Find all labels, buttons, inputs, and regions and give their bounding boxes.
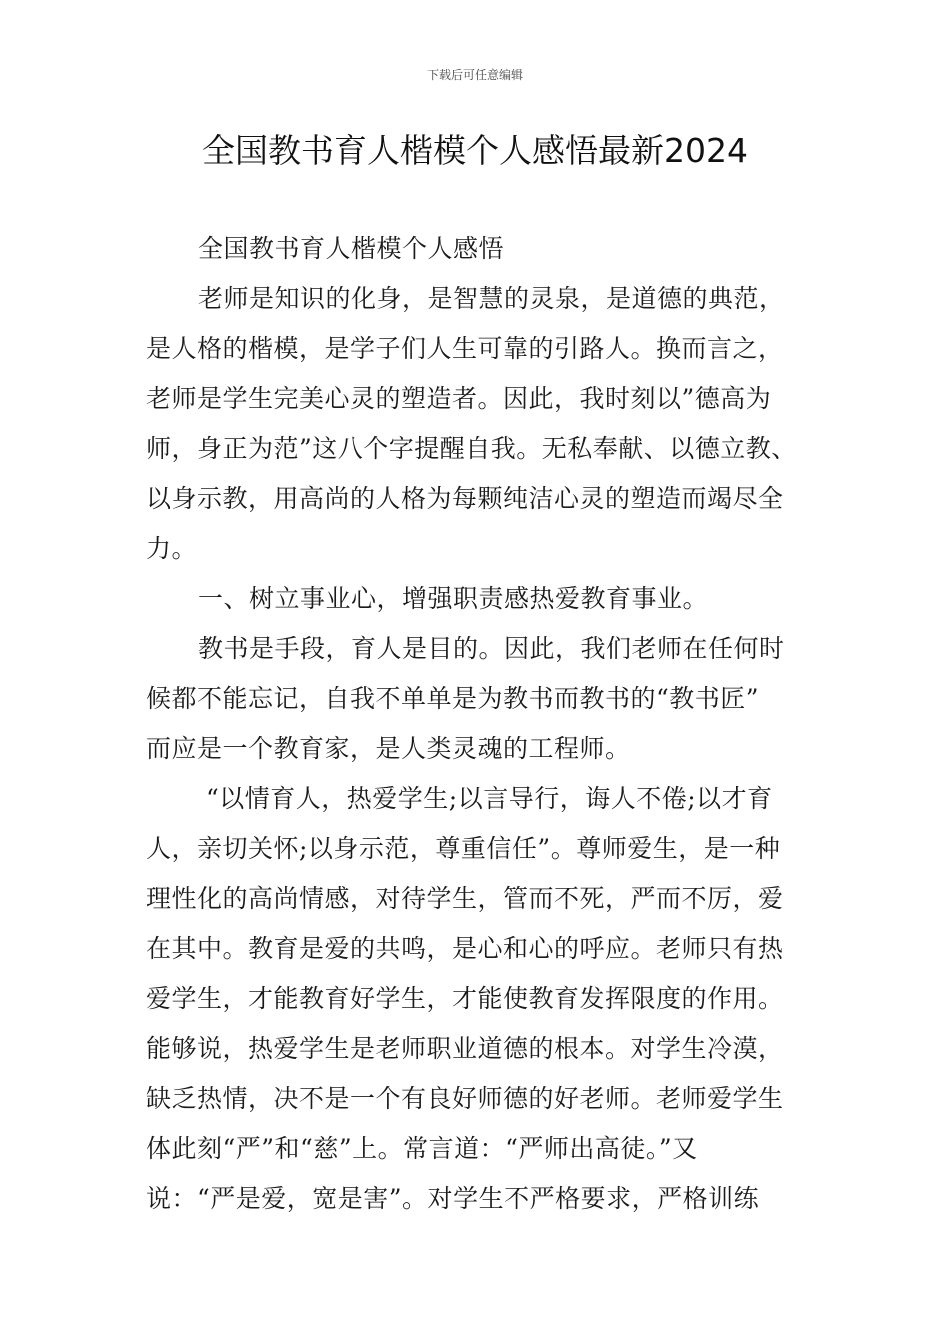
paragraph-line: 老师是学生完美心灵的塑造者。因此，我时刻以”德高为 [146,384,772,413]
paragraph-line: 能够说，热爱学生是老师职业道德的根本。对学生冷漠， [146,1034,784,1063]
document-body [146,224,826,1224]
paragraph-line: 教书是手段，育人是目的。因此，我们老师在任何时 [198,634,785,663]
paragraph-line: 理性化的高尚情感，对待学生，管而不死，严而不厉，爱 [146,884,784,913]
paragraph-line: 老师是知识的化身，是智慧的灵泉，是道德的典范， [198,284,785,313]
paragraph-line: 以身示教，用高尚的人格为每颗纯洁心灵的塑造而竭尽全 [146,484,784,513]
paragraph-line: 而应是一个教育家，是人类灵魂的工程师。 [146,734,631,763]
paragraph-line: 人，亲切关怀;以身示范，尊重信任”。尊师爱生，是一种 [146,834,781,863]
section-heading: 一、树立事业心，增强职责感热爱教育事业。 [198,584,709,613]
header-note: 下载后可任意编辑 [426,68,523,82]
paragraph-line: 缺乏热情，决不是一个有良好师德的好老师。老师爱学生 [146,1084,784,1113]
paragraph-line: 师，身正为范”这八个字提醒自我。无私奉献、以德立教、 [146,434,797,463]
paragraph-line: 在其中。教育是爱的共鸣，是心和心的呼应。老师只有热 [146,934,784,963]
paragraph-line: 力。 [146,534,198,563]
section-subtitle: 全国教书育人楷模个人感悟 [198,234,505,263]
document-title: 全国教书育人楷模个人感悟最新2024 [202,131,748,170]
paragraph-line: 说：“严是爱，宽是害”。对学生不严格要求，严格训练 [146,1184,760,1213]
paragraph-line: 爱学生，才能教育好学生，才能使教育发挥限度的作用。 [146,984,784,1013]
paragraph-line: 候都不能忘记，自我不单单是为教书而教书的“教书匠” [146,684,760,713]
paragraph-line: 体此刻“严”和“慈”上。常言道：“严师出高徒。”又 [146,1134,698,1163]
paragraph-line: “以情育人，热爱学生;以言导行，诲人不倦;以才育 [206,784,773,813]
paragraph-line: 是人格的楷模，是学子们人生可靠的引路人。换而言之， [146,334,784,363]
